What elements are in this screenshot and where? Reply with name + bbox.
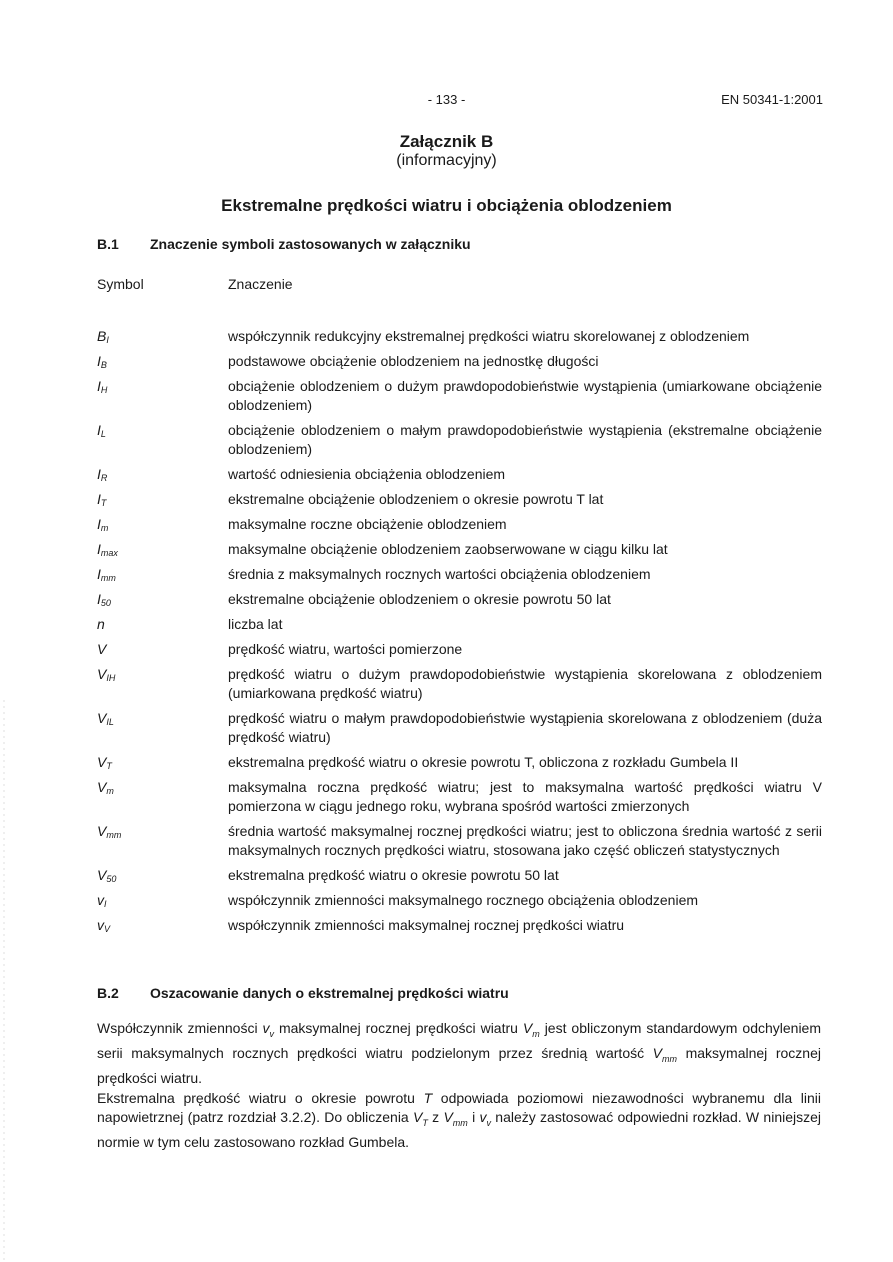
- meaning-cell: podstawowe obciążenie oblodzeniem na jednostkę długości: [228, 353, 599, 369]
- meaning-cell: średnia z maksymalnych rocznych wartości obciążenia oblodzeniem: [228, 566, 651, 582]
- table-row: [97, 916, 822, 935]
- symbol-cell: $v_I$: [97, 892, 107, 909]
- text-run: i: [467, 1109, 480, 1125]
- section-title: Znaczenie symboli zastosowanych w załączniku: [150, 236, 471, 252]
- symbol-cell: $V_T$: [97, 754, 112, 771]
- symbol-cell: $I_L$: [97, 422, 106, 439]
- text-run: odpowiada poziomowi niezawodności wybranemu dla linii napowietrznej (patrz rozdział 3.2.2). Do obliczenia: [97, 1090, 821, 1125]
- meaning-cell: średnia wartość maksymalnej rocznej prędkości wiatru; jest to obliczona średnia wartość z serii maksymalnych rocznych prędkości wiatru, stosowana jako część obliczeń statystycznych: [228, 823, 822, 858]
- symbol-cell: $I_R$: [97, 466, 108, 483]
- symbol-cell: $B_I$: [97, 328, 109, 345]
- symbol-cell: $I_m$: [97, 516, 109, 533]
- symbol-cell: $I_T$: [97, 491, 107, 508]
- meaning-cell: ekstremalna prędkość wiatru o okresie powrotu T, obliczona z rozkładu Gumbela II: [228, 754, 739, 770]
- symbol-cell: $V_{IH}$: [97, 666, 116, 683]
- section-number: B.1: [97, 236, 119, 252]
- annex-title: Załącznik B: [399, 132, 494, 151]
- meaning-cell: maksymalna roczna prędkość wiatru; jest to maksymalna wartość prędkości wiatru V pomierzona w ciągu jednego roku, wybrana spośród wartości zmierzonych: [228, 779, 822, 814]
- symbol-cell: $V_{mm}$: [97, 823, 122, 840]
- table-row: [97, 327, 822, 346]
- table-row: [97, 822, 822, 860]
- standard-code: EN 50341-1:2001: [721, 92, 823, 107]
- table-row: [97, 377, 822, 415]
- meaning-cell: obciążenie oblodzeniem o małym prawdopodobieństwie wystąpienia (ekstremalne obciążenie oblodzeniem): [228, 422, 822, 457]
- table-row: [97, 753, 822, 772]
- meaning-cell: współczynnik redukcyjny ekstremalnej prędkości wiatru skorelowanej z oblodzeniem: [228, 328, 750, 344]
- text-run: z: [427, 1109, 444, 1125]
- meaning-cell: prędkość wiatru o małym prawdopodobieństwie wystąpienia skorelowana z oblodzeniem (duża prędkość wiatru): [228, 710, 822, 745]
- table-row: [97, 565, 822, 584]
- text-run: Ekstremalna prędkość wiatru o okresie powrotu: [97, 1090, 424, 1106]
- symbol-table: [97, 327, 822, 941]
- table-row: [97, 540, 822, 559]
- section-title: Oszacowanie danych o ekstremalnej prędkości wiatru: [150, 985, 509, 1001]
- symbol-t: T: [423, 1090, 433, 1106]
- table-row: [97, 421, 822, 459]
- meaning-cell: ekstremalne obciążenie oblodzeniem o okresie powrotu 50 lat: [228, 591, 611, 607]
- table-row: [97, 866, 822, 885]
- table-row: [97, 590, 822, 609]
- paragraph-extreme-wind: [97, 1089, 821, 1152]
- meaning-cell: współczynnik zmienności maksymalnego rocznego obciążenia oblodzeniem: [228, 892, 699, 908]
- meaning-cell: prędkość wiatru, wartości pomierzone: [228, 641, 463, 657]
- table-row: [97, 665, 822, 703]
- symbol-cell: $I_H$: [97, 378, 108, 395]
- symbol-cell: n: [97, 616, 105, 632]
- symbol-cell: $V_{IL}$: [97, 710, 114, 727]
- section-b1-heading: [97, 236, 471, 252]
- meaning-cell: wartość odniesienia obciążenia oblodzeniem: [228, 466, 506, 482]
- symbol-cell: $I_B$: [97, 353, 107, 370]
- symbol-cell: V: [97, 641, 107, 657]
- meaning-cell: liczba lat: [228, 616, 283, 632]
- symbol-vv: $v_v$: [479, 1109, 491, 1128]
- text-run: jest obliczonym standardowym odchyleniem serii maksymalnych rocznych prędkości wiatru podzielonym przez średnią wartość: [97, 1020, 822, 1061]
- meaning-cell: prędkość wiatru o dużym prawdopodobieństwie wystąpienia skorelowana z oblodzeniem (umiarkowana prędkość wiatru): [228, 666, 822, 701]
- meaning-cell: ekstremalne obciążenie oblodzeniem o okresie powrotu T lat: [228, 491, 604, 507]
- table-row: [97, 490, 822, 509]
- table-row: [97, 778, 822, 816]
- symbol-vm: $V_m$: [522, 1020, 540, 1039]
- symbol-cell: $V_m$: [97, 779, 114, 796]
- section-number: B.2: [97, 985, 119, 1001]
- main-title: Ekstremalne prędkości wiatru i obciążenia oblodzeniem: [221, 196, 672, 215]
- paragraph-variation-coefficient: [97, 1019, 821, 1088]
- text-run: maksymalnej rocznej prędkości wiatru.: [97, 1044, 821, 1086]
- table-row: [97, 515, 822, 534]
- table-row: [97, 891, 822, 910]
- symbol-vv: $v_v$: [262, 1020, 275, 1039]
- symbol-cell: $I_{max}$: [97, 541, 118, 558]
- text-run: maksymalnej rocznej prędkości wiatru: [274, 1020, 523, 1036]
- text-run: Współczynnik zmienności: [97, 1020, 263, 1036]
- annex-subtitle: (informacyjny): [396, 152, 497, 169]
- symbol-cell: $v_V$: [97, 917, 111, 934]
- scan-artifact: [3, 700, 5, 1260]
- symbol-cell: $I_{mm}$: [97, 566, 116, 583]
- symbol-vmm: $V_{mm}$: [443, 1109, 468, 1128]
- table-row: [97, 640, 822, 659]
- meaning-cell: ekstremalna prędkość wiatru o okresie powrotu 50 lat: [228, 867, 559, 883]
- table-row: [97, 352, 822, 371]
- symbol-vt: $V_T$: [413, 1109, 428, 1128]
- symbol-cell: $V_{50}$: [97, 867, 117, 884]
- symbol-vmm: $V_{mm}$: [652, 1044, 678, 1064]
- meaning-cell: współczynnik zmienności maksymalnej rocznej prędkości wiatru: [228, 917, 625, 933]
- table-row: [97, 615, 822, 634]
- meaning-cell: maksymalne roczne obciążenie oblodzeniem: [228, 516, 507, 532]
- table-row: [97, 465, 822, 484]
- page-number: - 133 -: [427, 92, 466, 107]
- table-row: [97, 709, 822, 747]
- column-header-symbol: Symbol: [97, 276, 144, 292]
- text-run: należy zastosować odpowiedni rozkład. W niniejszej normie w tym celu zastosowano rozkład Gumbela.: [97, 1109, 822, 1150]
- symbol-cell: $I_{50}$: [97, 591, 111, 608]
- column-header-meaning: Znaczenie: [228, 276, 293, 292]
- section-b2-heading: [97, 985, 509, 1001]
- meaning-cell: maksymalne obciążenie oblodzeniem zaobserwowane w ciągu kilku lat: [228, 541, 668, 557]
- meaning-cell: obciążenie oblodzeniem o dużym prawdopodobieństwie wystąpienia (umiarkowane obciążenie oblodzeniem): [228, 378, 822, 413]
